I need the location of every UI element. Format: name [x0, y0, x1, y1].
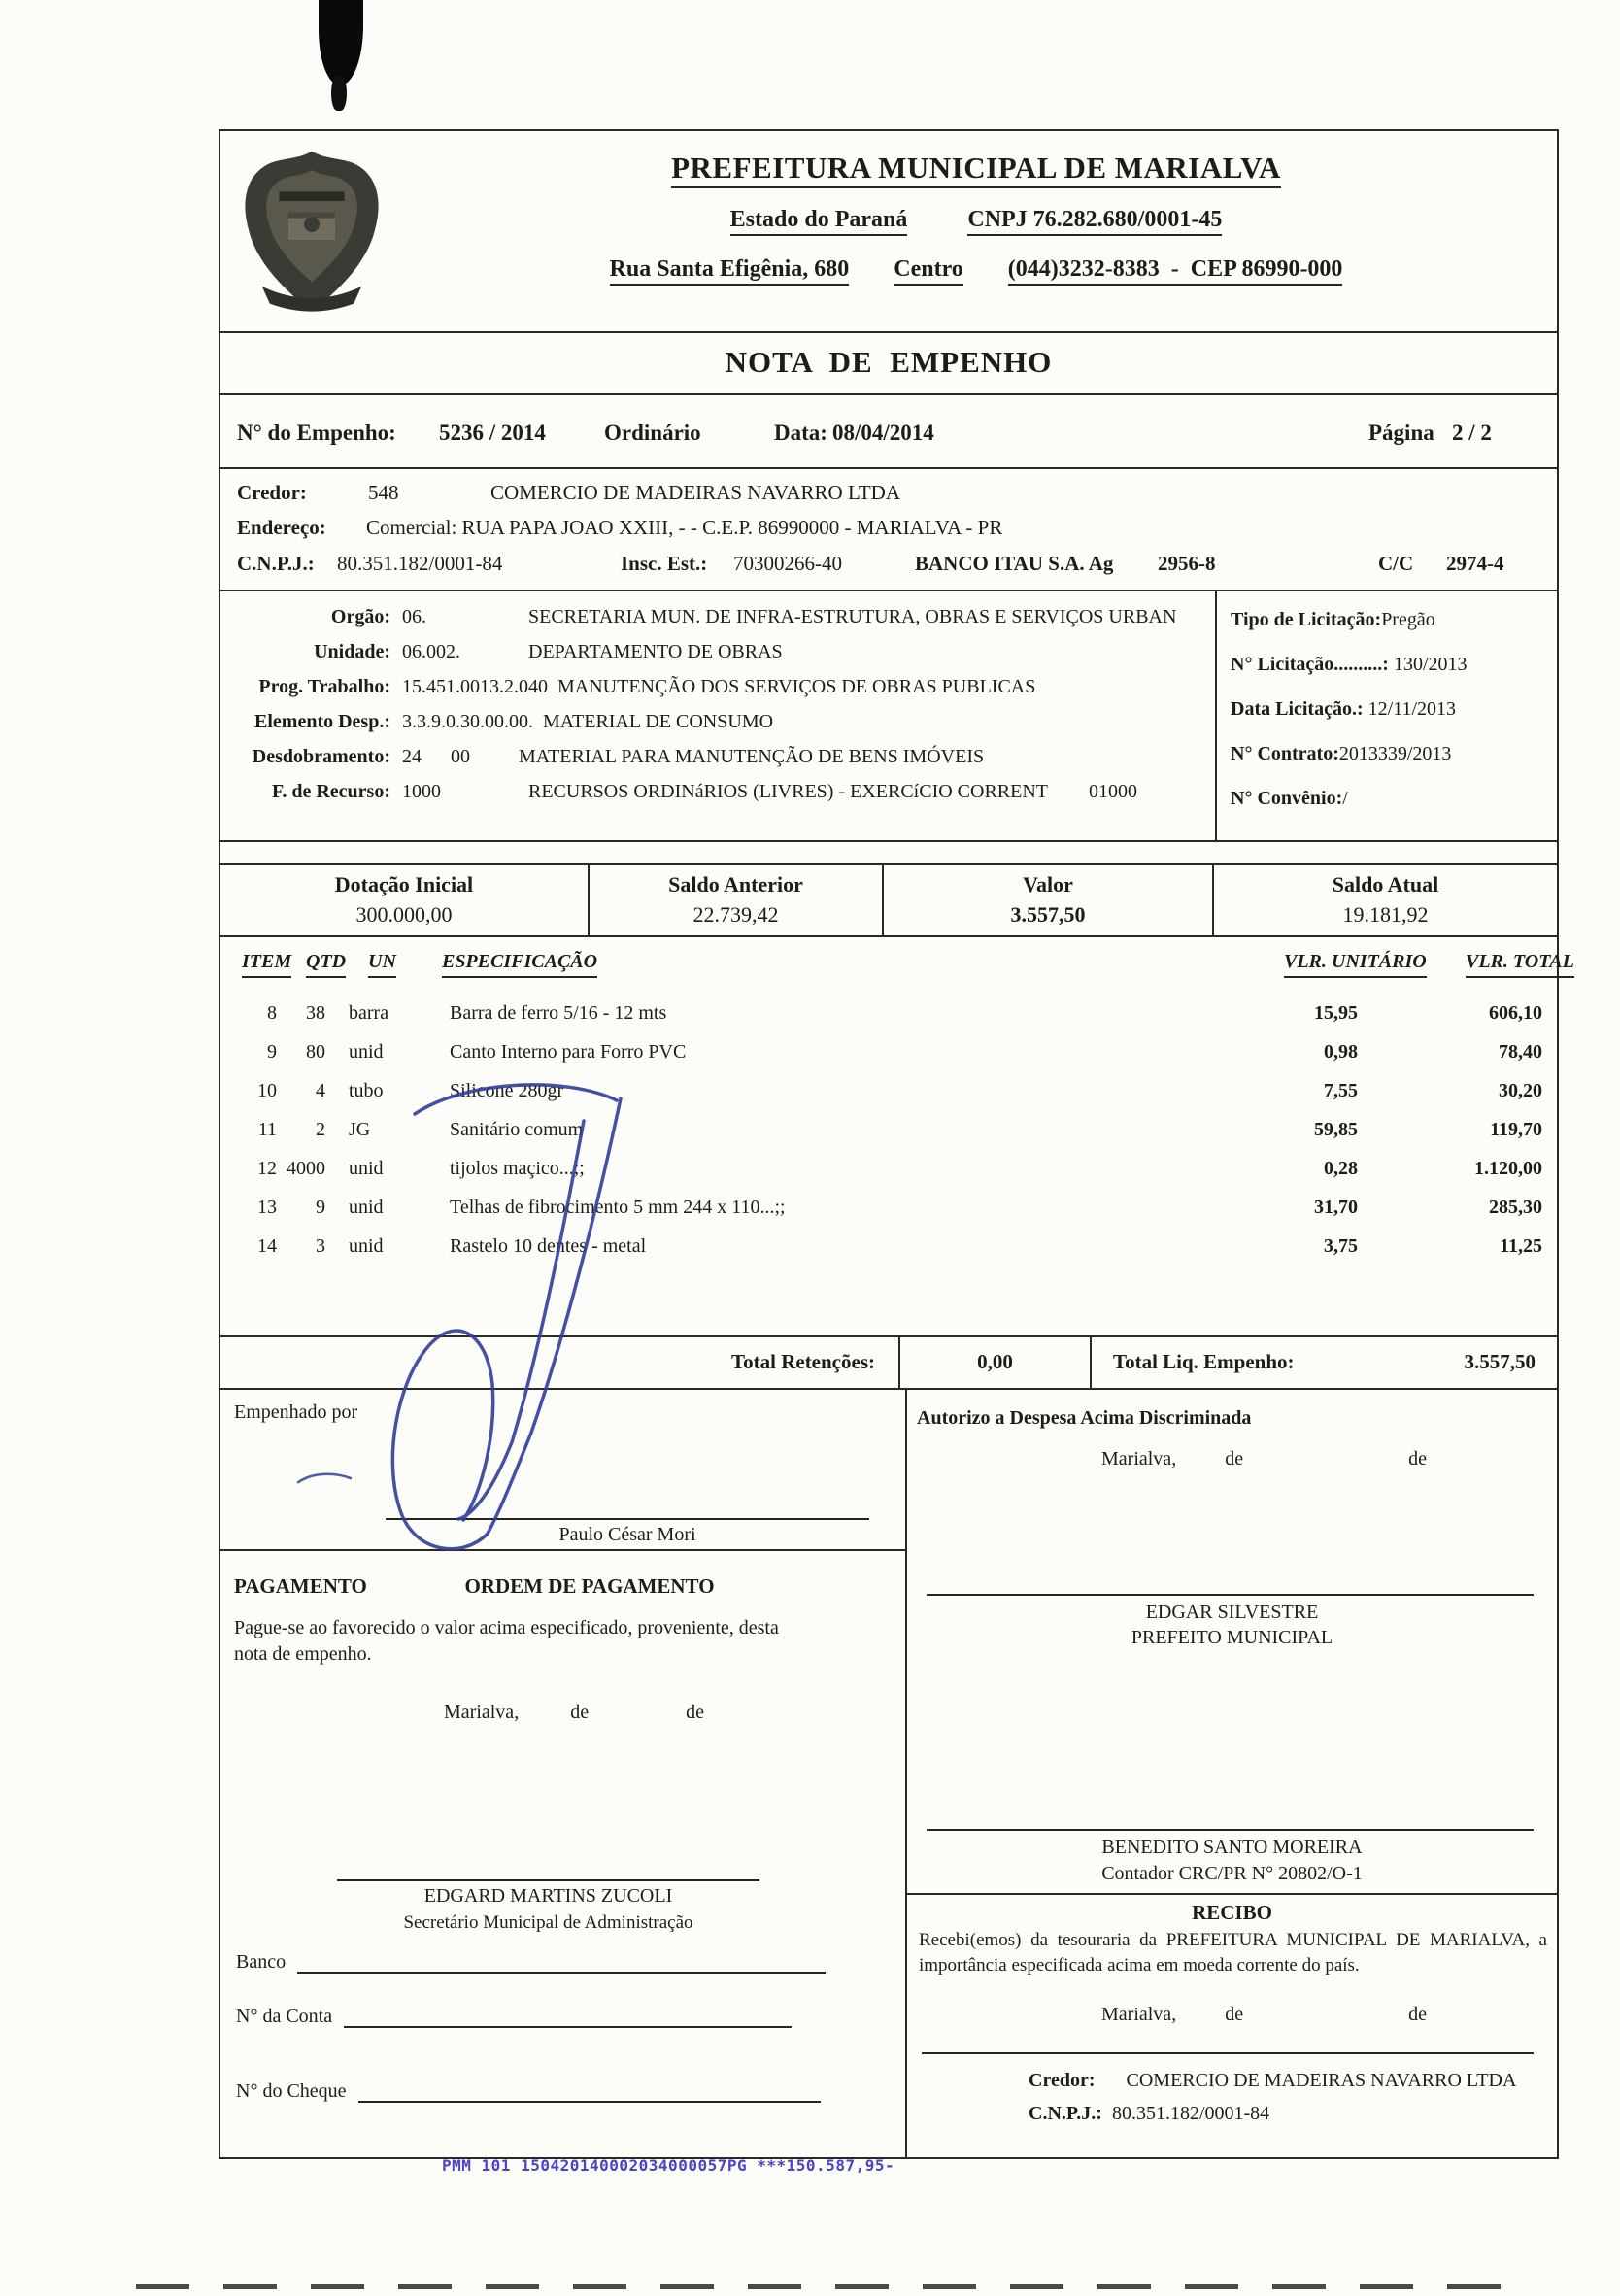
secretario-title: Secretário Municipal de Administração	[403, 1912, 693, 1933]
balances-table	[220, 863, 1557, 937]
table-row: 11 2 JG Sanitário comum 59,85 119,70	[257, 1118, 1542, 1140]
bank-label: BANCO ITAU S.A. Ag	[915, 552, 1114, 575]
recibo-cnpj-line: C.N.P.J.: 80.351.182/0001-84	[1029, 2103, 1270, 2124]
state-reg: 70300266-40	[733, 552, 842, 575]
licitacao-tipo: Tipo de Licitação:Pregão	[1231, 609, 1435, 630]
recibo-box	[907, 1893, 1557, 2157]
table-row: 14 3 unid Rastelo 10 dentes - metal 3,75 11,25	[257, 1234, 1542, 1257]
document-header	[220, 131, 1557, 333]
prefeito-title: PREFEITO MUNICIPAL	[1131, 1627, 1333, 1648]
state-cnpj-line	[395, 207, 1557, 233]
cheque-label: N° do Cheque	[236, 2080, 347, 2102]
budget-left	[220, 591, 1217, 840]
left-column	[220, 1390, 907, 2157]
conta-label: N° da Conta	[236, 2006, 333, 2027]
empenho-number-row	[220, 395, 1557, 469]
district: Centro	[894, 256, 963, 286]
prefeito-name: EDGAR SILVESTRE	[1145, 1602, 1319, 1623]
ordem-pagamento-title: ORDEM DE PAGAMENTO	[464, 1574, 715, 1598]
total-liquido-label: Total Liq. Empenho:	[1113, 1350, 1295, 1373]
autorizo-city-date-line: Marialva, de de	[1101, 1448, 1427, 1469]
balance-valor: Valor 3.557,50	[884, 865, 1214, 935]
spacer	[220, 842, 1557, 863]
table-row: 10 4 tubo Silicone 280gr 7,55 30,20	[257, 1079, 1542, 1101]
right-column	[907, 1390, 1557, 2157]
banco-field	[236, 1951, 826, 1974]
scan-ink-artifact-tail	[331, 76, 347, 111]
cheque-field	[236, 2080, 821, 2103]
account-number: 2974-4	[1446, 552, 1504, 575]
contador-title: Contador CRC/PR N° 20802/O-1	[1101, 1863, 1363, 1884]
budget-row-elemento: Elemento Desp.: 3.3.9.0.30.00.00. MATERIAL DE CONSUMO	[254, 711, 774, 732]
state-reg-label: Insc. Est.:	[621, 552, 708, 575]
budget-row-desdobramento: Desdobramento: 24 00 MATERIAL PARA MANUTENÇÃO DE BENS IMÓVEIS	[252, 746, 985, 767]
empenho-number-label: N° do Empenho:	[237, 421, 396, 445]
empenhado-box	[220, 1390, 905, 1551]
state-label: Estado do Paraná	[730, 207, 908, 236]
signature-line	[927, 1829, 1534, 1831]
pagamento-city-date-line: Marialva, de de	[444, 1702, 704, 1723]
conta-blank-line	[344, 2010, 792, 2028]
conta-field	[236, 2006, 792, 2028]
page-number: 2 / 2	[1452, 421, 1492, 445]
pagamento-title: PAGAMENTO	[234, 1574, 367, 1598]
recibo-credor-line: Credor: COMERCIO DE MADEIRAS NAVARRO LTDA	[1029, 2070, 1517, 2091]
licitacao-panel	[1217, 591, 1557, 840]
creditor-address-label: Endereço:	[237, 516, 326, 539]
address-line	[395, 256, 1557, 283]
signature-line	[337, 1879, 759, 1881]
creditor-block	[220, 469, 1557, 591]
page-label: Página	[1368, 421, 1434, 445]
recibo-city-date-line: Marialva, de de	[1101, 2004, 1427, 2025]
secretario-name: EDGARD MARTINS ZUCOLI	[423, 1885, 673, 1907]
budget-row-unidade: Unidade: 06.002. DEPARTAMENTO DE OBRAS	[314, 641, 783, 662]
creditor-code: 548	[368, 481, 399, 504]
empenho-date-label: Data:	[774, 421, 827, 445]
dot-matrix-print-line: PMM 101 150420140002034000057PG ***150.587,95-	[442, 2156, 895, 2175]
licitacao-contrato: N° Contrato:2013339/2013	[1231, 743, 1452, 764]
total-liquido-cell	[1092, 1337, 1557, 1388]
empenho-date: 08/04/2014	[832, 421, 934, 445]
signature-line	[922, 2052, 1534, 2054]
cheque-blank-line	[358, 2085, 821, 2103]
scan-ink-artifact	[319, 0, 363, 85]
table-row: 8 38 barra Barra de ferro 5/16 - 12 mts 15,95 606,10	[267, 1001, 1542, 1024]
creditor-label: Credor:	[237, 481, 307, 504]
table-row: 9 80 unid Canto Interno para Forro PVC 0,98 78,40	[267, 1040, 1542, 1063]
items-table-header: ITEM QTD UN ESPECIFICAÇÃO VLR. UNITÁRIO VLR. TOTAL	[220, 937, 1557, 994]
items-table	[220, 937, 1574, 1337]
empenhado-label: Empenhado por	[234, 1401, 358, 1423]
cnpj-label: CNPJ 76.282.680/0001-45	[967, 207, 1222, 236]
total-retencoes-value: 0,00	[900, 1337, 1092, 1388]
phone-cep: (044)3232-8383 - CEP 86990-000	[1008, 256, 1343, 286]
table-row: 12 4000 unid tijolos maçico...;; 0,28 1.120,00	[257, 1157, 1542, 1179]
budget-row-prog-trabalho: Prog. Trabalho: 15.451.0013.2.040 MANUTENÇÃO DOS SERVIÇOS DE OBRAS PUBLICAS	[258, 676, 1036, 697]
coat-of-arms-logo	[234, 139, 389, 325]
signatures-area	[220, 1390, 1557, 2157]
balance-saldo-atual: Saldo Atual 19.181,92	[1332, 872, 1439, 927]
table-row: 13 9 unid Telhas de fibrocimento 5 mm 244 x 110...;; 31,70 285,30	[257, 1196, 1542, 1218]
pagamento-text: Pague-se ao favorecido o valor acima especificado, proveniente, desta nota de empenho.	[234, 1617, 779, 1665]
total-liquido-value: 3.557,50	[1464, 1350, 1536, 1373]
creditor-address: Comercial: RUA PAPA JOAO XXIII, - - C.E.P. 86990000 - MARIALVA - PR	[366, 516, 1003, 539]
balance-saldo-anterior: Saldo Anterior 22.739,42	[590, 865, 884, 935]
licitacao-numero: N° Licitação..........: 130/2013	[1231, 654, 1468, 675]
empenhado-signer-name: Paulo César Mori	[558, 1524, 696, 1545]
banco-label: Banco	[236, 1951, 287, 1973]
total-retencoes-label: Total Retenções:	[220, 1337, 900, 1388]
empenho-number: 5236 / 2014	[439, 421, 546, 445]
pagamento-box	[220, 1551, 905, 2157]
banco-blank-line	[297, 1956, 826, 1974]
creditor-name: COMERCIO DE MADEIRAS NAVARRO LTDA	[490, 481, 900, 504]
document-title: NOTA DE EMPENHO	[220, 333, 1557, 395]
budget-classification-block	[220, 591, 1557, 842]
bank-agency: 2956-8	[1158, 552, 1216, 575]
licitacao-convenio: N° Convênio:/	[1231, 788, 1348, 809]
balance-dotacao-inicial: Dotação Inicial 300.000,00	[220, 865, 590, 935]
header-text	[395, 131, 1557, 283]
budget-row-orgao: Orgão: 06. SECRETARIA MUN. DE INFRA-ESTRUTURA, OBRAS E SERVIÇOS URBAN	[330, 606, 1177, 627]
licitacao-data: Data Licitação.: 12/11/2013	[1231, 698, 1457, 720]
street-address: Rua Santa Efigênia, 680	[610, 256, 850, 286]
recibo-title: RECIBO	[1192, 1901, 1272, 1924]
signature-line	[927, 1594, 1534, 1596]
scan-edge-artifact	[136, 2284, 1525, 2289]
municipality-title: PREFEITURA MUNICIPAL DE MARIALVA	[395, 151, 1557, 186]
creditor-cnpj-label: C.N.P.J.:	[237, 552, 315, 575]
budget-row-recurso: F. de Recurso: 1000 RECURSOS ORDINáRIOS (LIVRES) - EXERCíCIO CORRENT 01000	[271, 781, 1138, 802]
creditor-cnpj: 80.351.182/0001-84	[337, 552, 503, 575]
totals-row	[220, 1337, 1557, 1390]
account-label: C/C	[1378, 552, 1414, 575]
autorizo-title: Autorizo a Despesa Acima Discriminada	[917, 1407, 1252, 1429]
recibo-text: Recebi(emos) da tesouraria da PREFEITURA MUNICIPAL DE MARIALVA, a importância especificada acima em moeda corrente do país.	[919, 1930, 1547, 1975]
nota-de-empenho-document	[219, 129, 1574, 2159]
empenho-modality: Ordinário	[604, 421, 701, 445]
contador-name: BENEDITO SANTO MOREIRA	[1101, 1837, 1363, 1858]
signature-line	[386, 1518, 869, 1520]
